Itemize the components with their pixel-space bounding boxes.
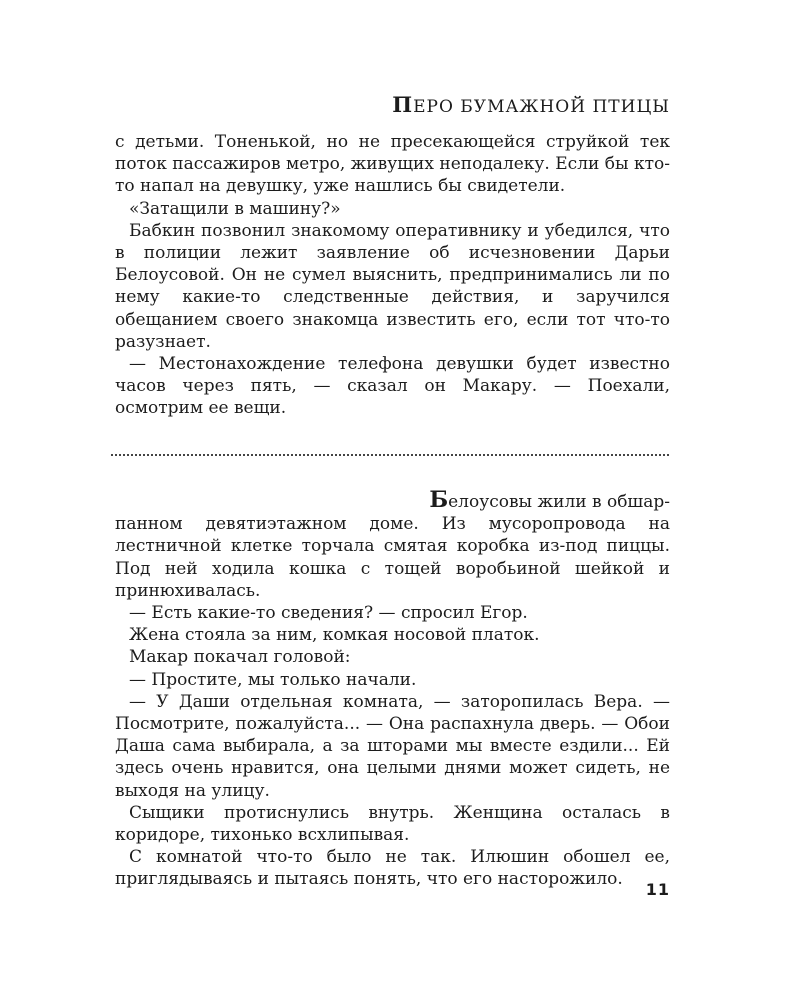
lead-paragraph	[115, 489, 670, 602]
paragraph: Сыщики протиснулись внутрь. Женщина осталась в коридоре, тихонько всхлипывая.	[115, 802, 670, 846]
page-number: 11	[645, 880, 670, 899]
paragraph: Жена стояла за ним, комкая носовой платок.	[129, 625, 540, 646]
paragraph: «Затащили в машину?»	[129, 198, 341, 219]
running-head	[392, 92, 670, 117]
paragraph: с детьми. Тоненькой, но не пресекающейся струйкой тек поток пассажиров метро, живущих неподалеку. Если бы кто-то напал на девушку, уже нашлись бы свидетели.	[115, 132, 670, 197]
paragraph: Бабкин позвонил знакомому оперативнику и убедился, что в полиции лежит заявление об исчезновении Дарьи Белоусовой. Он не сумел выяснить, предпринимались ли по нему какие-то следственные действия, и заручился обещанием своего знакомца известить его, если тот что-то разузнает.	[115, 220, 670, 352]
paragraph: — Есть какие-то сведения? — спросил Егор.	[129, 603, 528, 624]
paragraph: — У Даши отдельная комната, — заторопилась Вера. — Посмотрите, пожалуйста... — Она распахнула дверь. — Обои Даша сама выбирала, а за шторами мы вместе ездили... Ей здесь очень нравится, она целыми днями может сидеть, не выходя на улицу.	[115, 691, 670, 801]
running-head-title: ЕРО БУМАЖНОЙ ПТИЦЫ	[413, 97, 670, 117]
drop-cap: Б	[429, 487, 449, 513]
running-head-capital: П	[392, 92, 414, 117]
section-two	[115, 489, 670, 891]
paragraph: Макар покачал головой:	[129, 647, 351, 668]
book-page	[115, 0, 670, 1000]
paragraph: С комнатой что-то было не так. Илюшин обошел ее, приглядываясь и пытаясь понять, что его насторожило.	[115, 847, 670, 890]
lead-first-line	[115, 489, 670, 513]
paragraph: — Местонахождение телефона девушки будет известно часов через пять, — сказал он Макару. — Поехали, осмотрим ее вещи.	[115, 354, 670, 419]
lead-first-line-text: елоусовы жили в обшар-	[448, 492, 670, 512]
section-one	[115, 131, 670, 420]
lead-rest-text: панном девятиэтажном доме. Из мусоропровода на лестничной клетке торчала смятая коробка из-под пиццы. Под ней ходила кошка с тощей воробьиной шейкой и принюхивалась.	[115, 514, 670, 601]
paragraph: — Простите, мы только начали.	[129, 669, 417, 690]
section-divider	[111, 454, 669, 456]
